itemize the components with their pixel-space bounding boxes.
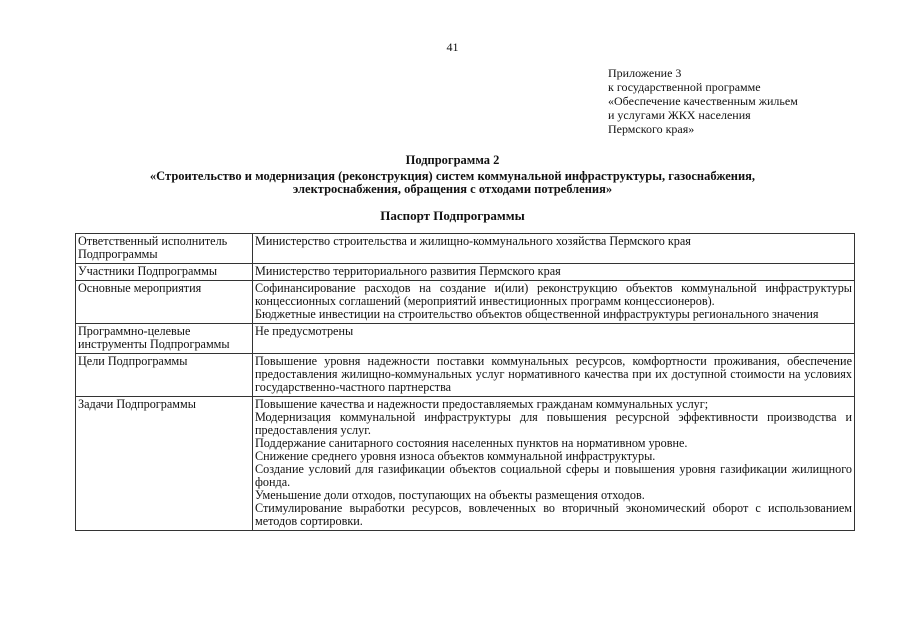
- row-content: [253, 264, 855, 281]
- content-paragraph: Поддержание санитарного состояния населенных пунктов на нормативном уровне.: [255, 436, 688, 450]
- row-label: Ответственный исполнитель Подпрограммы: [76, 234, 253, 264]
- table-row: [76, 264, 855, 281]
- appendix-line: Пермского края»: [608, 122, 695, 136]
- passport-heading: Паспорт Подпрограммы: [380, 208, 525, 223]
- subprogram-name-line: «Строительство и модернизация (реконструкция) систем коммунальной инфраструктуры, газоснабжения,: [149, 169, 756, 183]
- table-row: [76, 324, 855, 354]
- passport-table: [75, 233, 855, 531]
- appendix-note: [608, 66, 798, 136]
- appendix-line: «Обеспечение качественным жильем: [608, 94, 798, 108]
- content-paragraph: Повышение уровня надежности поставки коммунальных ресурсов, комфортности проживания, обеспечение предоставления жилищно-коммунальных услуг нормативного качества при их доступной стоимости на условиях государственно-частного партнерства: [255, 354, 852, 394]
- appendix-line: Приложение 3: [608, 66, 682, 80]
- row-label: Участники Подпрограммы: [76, 264, 253, 281]
- row-label: Задачи Подпрограммы: [76, 397, 253, 531]
- content-paragraph: Софинансирование расходов на создание и(или) реконструкцию объектов коммунальной инфраструктуры концессионных соглашений (мероприятий инвестиционных программ концессионеров).: [255, 281, 852, 308]
- content-paragraph: Министерство территориального развития Пермского края: [255, 264, 561, 278]
- content-paragraph: Бюджетные инвестиции на строительство объектов общественной инфраструктуры регионального значения: [255, 307, 819, 321]
- row-label: Цели Подпрограммы: [76, 354, 253, 397]
- content-paragraph: Повышение качества и надежности предоставляемых гражданам коммунальных услуг;: [255, 397, 709, 411]
- row-content: [253, 234, 855, 264]
- row-label: Программно-целевые инструменты Подпрограммы: [76, 324, 253, 354]
- page-number: 41: [446, 40, 459, 54]
- content-paragraph: Создание условий для газификации объектов социальной сферы и повышения уровня газификации жилищного фонда.: [255, 462, 852, 489]
- appendix-line: и услугами ЖКХ населения: [608, 108, 751, 122]
- subprogram-name-line: электроснабжения, обращения с отходами потребления»: [292, 182, 613, 196]
- content-paragraph: Не предусмотрены: [255, 324, 354, 338]
- content-paragraph: Модернизация коммунальной инфраструктуры для повышения ресурсной эффективности производства и предоставления услуг.: [255, 410, 852, 437]
- content-paragraph: Снижение среднего уровня износа объектов коммунальной инфраструктуры.: [255, 449, 656, 463]
- content-paragraph: Стимулирование выработки ресурсов, вовлеченных во вторичный экономический оборот с использованием методов сортировки.: [255, 501, 852, 528]
- appendix-line: к государственной программе: [608, 80, 761, 94]
- table-row: [76, 281, 855, 324]
- table-row: [76, 354, 855, 397]
- row-content: [253, 354, 855, 397]
- subprogram-name: [0, 170, 905, 196]
- row-content: [253, 324, 855, 354]
- row-content: [253, 281, 855, 324]
- content-paragraph: Уменьшение доли отходов, поступающих на объекты размещения отходов.: [255, 488, 645, 502]
- row-label: Основные мероприятия: [76, 281, 253, 324]
- table-row: [76, 234, 855, 264]
- subprogram-heading: Подпрограмма 2: [405, 153, 500, 167]
- content-paragraph: Министерство строительства и жилищно-коммунального хозяйства Пермского края: [255, 234, 691, 248]
- table-row: [76, 397, 855, 531]
- row-content: [253, 397, 855, 531]
